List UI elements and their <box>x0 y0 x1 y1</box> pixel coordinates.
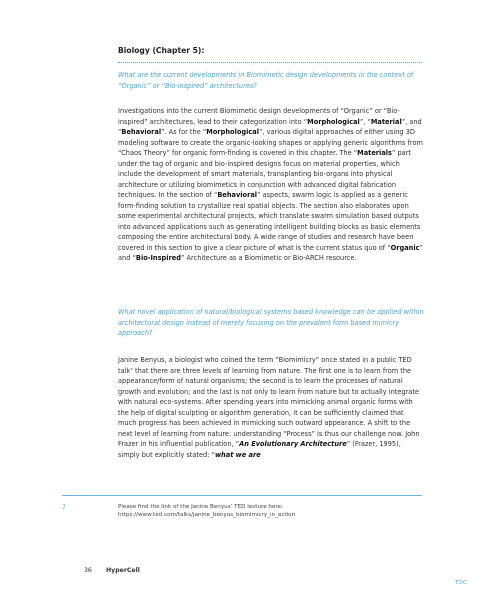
bold-term: Morphological <box>206 128 259 136</box>
footnote-text: Please find the link of the Janine Benyus’ TED lecture here: https://www.ted.com/talks/janine_benyus_biomimicry_in_action <box>118 504 296 519</box>
paragraph-1: Investigations into the current Biomimetic design developments of “Organic” or “Bio-inspired” architectures, lead to their categorization into “Morphological”, “Material”, and “Behavioral”. As for the “Morphological”, various digital approaches of either using 3D modeling software to create the organic-looking shapes or applying generic algorithms from “Chaos Theory” for organic form-finding is covered in this chapter. The “Materials” part under the tag of organic and bio-inspired designs focus on material properties, which include the development of smart materials, transplanting bio-organs into physical architecture or utilizing biomimetics in conjunction with advanced digital fabrication techniques. In the section of “Behavioral” aspects, swarm logic is applied as a generic form-finding solution to crystallize real spatial objects. The section also elaborates upon some experimental architectural projects, which translate swarm simulation based outputs into advanced applications such as generating intelligent building blocks as basic elements composing the entire architectural body. A wide range of studies and research have been covered in this section to give a clear picture of what is the current status quo of “Organic” and “Bio-Inspired” Architecture as a Biomimetic or Bio-ARCH resource. <box>118 107 423 262</box>
bold-term: Behavioral <box>217 191 258 199</box>
section-heading: Biology (Chapter 5): <box>118 46 205 55</box>
dotted-divider <box>118 62 422 63</box>
bold-term: Material <box>370 117 402 126</box>
research-question-1: What are the current developments in Biomimetic design developments in the context of “Organic” or “Bio-inspired” architectures? <box>118 71 414 90</box>
bold-term: Organic <box>390 243 420 252</box>
bold-term: Materials <box>357 149 392 157</box>
footnote-number: 7 <box>62 504 66 511</box>
footnote-divider <box>62 495 422 496</box>
bold-italic-term: what we are <box>214 450 261 459</box>
toc-link[interactable]: TOC <box>455 580 467 586</box>
bold-term: Behavioral <box>121 128 162 136</box>
page-number: 36 <box>84 567 92 574</box>
research-question-2: What novel application of natural/biological systems based knowledge can be applied within architectural design instead of merely focusing on the prevalent form based mimicry approach? <box>118 308 424 337</box>
paragraph-2: Janine Benyus, a biologist who coined the term “Biomimicry” once stated in a public TED talk⁷ that there are three levels of learning from nature. The first one is to learn from the appearance/form of natural organisms; the second is to learn the processes of natural growth and evolution; and the last is not only to learn from nature but to actually integrate with natural eco-systems. After spending years into mimicking animal organic forms with the help of digital sculpting or algorithm generation, it can be sufficiently claimed that much progress has been achieved in mimicking such outward appearance. A shift to the next level of learning from nature: understanding “Process” is thus our challenge now. John Frazer in his influential publication, “An Evolutionary Architecture” (Frazer, 1995), simply but explicitly stated: “what we are <box>118 356 420 459</box>
bold-term: Morphological <box>307 117 360 126</box>
footer-title: HyperCell <box>106 567 140 574</box>
bold-italic-term: An Evolutionary Architecture <box>239 440 347 448</box>
bold-term: Bio-Inspired <box>135 254 181 262</box>
